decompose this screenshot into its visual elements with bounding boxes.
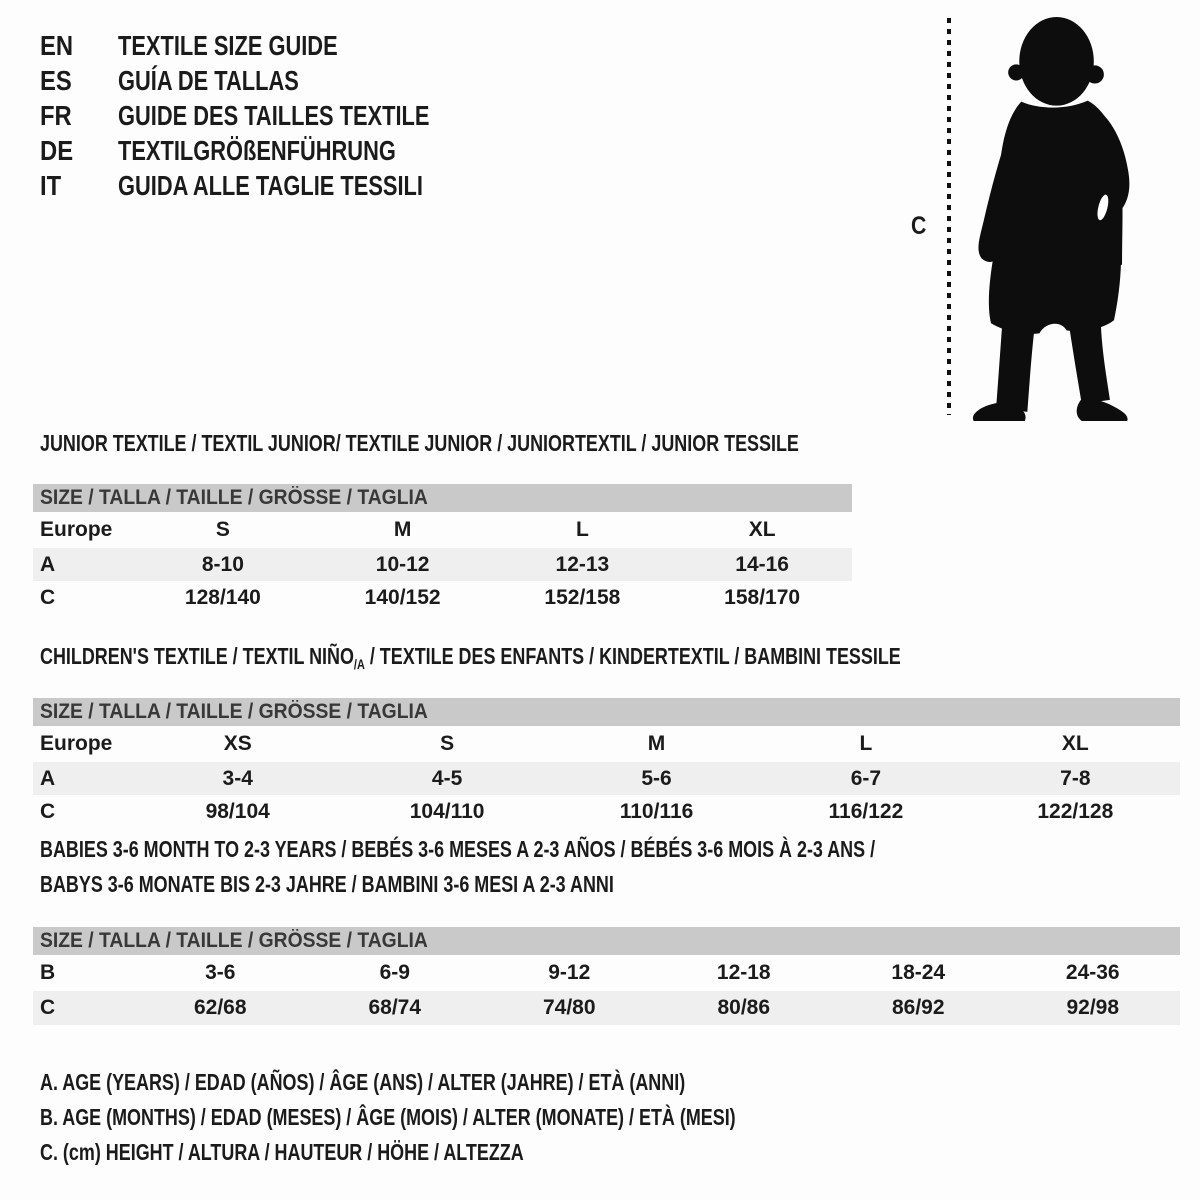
size-cell: XL (748, 518, 776, 541)
size-cell: L (575, 518, 589, 541)
height-cell: 92/98 (1066, 996, 1120, 1019)
language-row-es (40, 63, 517, 98)
junior-row-europe (33, 512, 852, 548)
language-header (40, 28, 517, 203)
language-title: TEXTILGRÖßENFÜHRUNG (118, 135, 396, 166)
size-header-label: SIZE / TALLA / TAILLE / GRÖSSE / TAGLIA (40, 700, 428, 723)
height-cell: 122/128 (1037, 799, 1114, 823)
language-code: DE (40, 135, 74, 166)
size-cell: M (393, 518, 412, 541)
age-cell: 18-24 (891, 961, 946, 984)
height-cell: 158/170 (724, 585, 801, 609)
size-cell: S (440, 732, 455, 755)
legend-line-b: B. AGE (MONTHS) / EDAD (MESES) / ÂGE (MOIS) / ALTER (MONATE) / ETÀ (MESI) (40, 1104, 736, 1130)
size-cell: XL (1061, 732, 1089, 755)
children-size-header-bar (33, 698, 1180, 726)
row-label: Europe (40, 732, 113, 755)
age-cell: 7-8 (1060, 766, 1091, 790)
junior-row-a (33, 548, 852, 581)
size-header-label: SIZE / TALLA / TAILLE / GRÖSSE / TAGLIA (40, 929, 428, 952)
language-title: GUIDA ALLE TAGLIE TESSILI (118, 170, 423, 201)
size-cell: M (647, 732, 666, 755)
language-row-fr (40, 98, 517, 133)
section-junior (33, 431, 852, 614)
babies-size-header-bar (33, 927, 1180, 955)
legend (40, 1070, 1200, 1175)
age-cell: 3-6 (205, 961, 236, 984)
height-measure-label: C (911, 212, 927, 240)
section-babies (33, 837, 1180, 1025)
language-code: EN (40, 30, 74, 61)
size-cell: XS (223, 732, 252, 755)
language-title: GUÍA DE TALLAS (118, 65, 299, 96)
height-cell: 80/86 (717, 996, 771, 1019)
language-code: FR (40, 100, 72, 131)
language-row-it (40, 168, 517, 203)
children-title: CHILDREN'S TEXTILE / TEXTIL $NIÑO_{/A}$ / TEXTILE DES ENFANTS / KINDERTEXTIL / BAMBINI TESSILE (40, 643, 901, 672)
row-label: A (40, 766, 56, 790)
age-cell: 8-10 (201, 552, 244, 576)
language-title: GUIDE DES TAILLES TEXTILE (118, 100, 430, 131)
age-cell: 6-9 (379, 961, 410, 984)
children-row-c (33, 795, 1180, 828)
babies-title-line2: BABYS 3-6 MONATE BIS 2-3 JAHRE / BAMBINI 3-6 MESI A 2-3 ANNI (40, 871, 614, 897)
age-cell: 12-13 (555, 552, 610, 576)
age-cell: 10-12 (375, 552, 430, 576)
row-label: C (40, 996, 56, 1019)
row-label: C (40, 799, 56, 823)
language-title: TEXTILE SIZE GUIDE (118, 30, 338, 61)
height-cell: 116/122 (828, 799, 904, 823)
age-cell: 3-4 (222, 766, 253, 790)
height-cell: 110/116 (619, 799, 694, 823)
age-cell: 4-5 (431, 766, 463, 790)
children-row-europe (33, 726, 1180, 762)
babies-row-c (33, 991, 1180, 1025)
height-cell: 68/74 (368, 996, 422, 1019)
height-cell: 74/80 (542, 996, 596, 1019)
height-cell: 98/104 (205, 799, 270, 823)
row-label: C (40, 585, 56, 609)
junior-title: JUNIOR TEXTILE / TEXTIL JUNIOR/ TEXTILE JUNIOR / JUNIORTEXTIL / JUNIOR TESSILE (40, 430, 799, 456)
language-row-en (40, 28, 517, 63)
baby-silhouette-icon (962, 13, 1140, 421)
age-cell: 14-16 (735, 552, 789, 576)
language-code: ES (40, 65, 72, 96)
age-cell: 6-7 (850, 766, 882, 790)
size-cell: L (859, 732, 873, 755)
age-cell: 9-12 (548, 961, 591, 984)
height-cell: 62/68 (193, 996, 247, 1019)
legend-line-a: A. AGE (YEARS) / EDAD (AÑOS) / ÂGE (ANS) / ALTER (JAHRE) / ETÀ (ANNI) (40, 1069, 686, 1095)
height-cell: 140/152 (364, 585, 441, 609)
row-label: A (40, 552, 56, 576)
size-cell: S (215, 518, 230, 541)
babies-title-line1: BABIES 3-6 MONTH TO 2-3 YEARS / BEBÉS 3-6 MESES A 2-3 AÑOS / BÉBÉS 3-6 MOIS À 2-3 ANS / (40, 836, 876, 862)
junior-size-header-bar (33, 484, 852, 512)
babies-row-b (33, 955, 1180, 991)
height-measure-line (947, 18, 951, 415)
legend-line-c: C. (cm) HEIGHT / ALTURA / HAUTEUR / HÖHE / ALTEZZA (40, 1139, 524, 1165)
language-code: IT (40, 170, 62, 201)
height-cell: 86/92 (891, 996, 945, 1019)
age-cell: 12-18 (716, 961, 771, 984)
children-title-subscript: /A (353, 656, 365, 672)
language-row-de (40, 133, 517, 168)
section-children (33, 644, 1180, 828)
age-cell: 24-36 (1065, 961, 1120, 984)
age-cell: 5-6 (641, 766, 672, 790)
height-cell: 104/110 (409, 799, 485, 823)
children-row-a (33, 762, 1180, 795)
height-cell: 152/158 (544, 585, 621, 609)
row-label: Europe (40, 518, 113, 541)
size-header-label: SIZE / TALLA / TAILLE / GRÖSSE / TAGLIA (40, 486, 428, 509)
junior-row-c (33, 581, 852, 614)
row-label: B (40, 961, 56, 984)
height-cell: 128/140 (184, 585, 261, 609)
